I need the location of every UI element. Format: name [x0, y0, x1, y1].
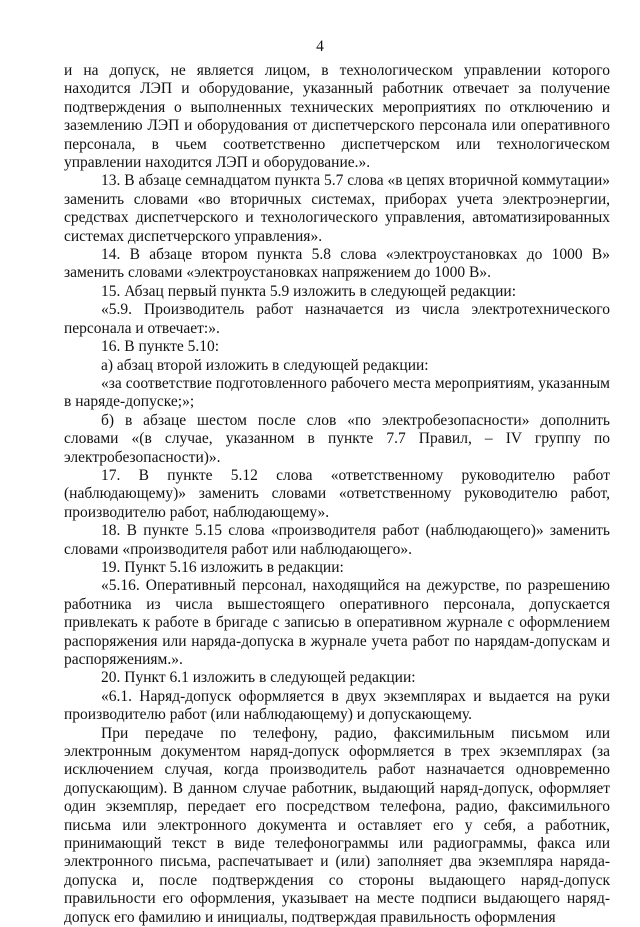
- paragraph: 17. В пункте 5.12 слова «ответственному руководителю работ (наблюдающему)» заменить словами «ответственному руководителю работ, производителю работ, наблюдающему».: [64, 466, 610, 521]
- paragraph: «5.9. Производитель работ назначается из числа электротехнического персонала и отвечает:».: [64, 301, 610, 337]
- paragraph: «5.16. Оперативный персонал, находящийся на дежурстве, по разрешению работника из числа вышестоящего оперативного персонала, допускается привлекать к работе в бригаде с записью в оперативном журнале с оформлением распоряжения или наряда-допуска в журнале учета работ по нарядам-допускам и распоряжениям.».: [64, 577, 610, 668]
- paragraph: «за соответствие подготовленного рабочего места мероприятиям, указанным в наряде-допуске;»;: [64, 374, 610, 411]
- paragraph: 18. В пункте 5.15 слова «производителя работ (наблюдающего)» заменить словами «производителя работ или наблюдающего».: [64, 522, 610, 558]
- paragraph: 19. Пункт 5.16 изложить в редакции:: [101, 558, 344, 576]
- paragraph: а) абзац второй изложить в следующей редакции:: [101, 356, 429, 374]
- paragraph: При передаче по телефону, радио, факсимильным письмом или электронным документом наряд-допуск оформляется в трех экземплярах (за исключением случая, когда производитель работ назначается одновременно допускающим). В данном случае работник, выдающий наряд-допуск, оформляет один экземпляр, передает его посредством телефона, радио, факсимильного письма или электронного документа и оставляет его у себя, а работник, принимающий текст в виде телефонограммы или радиограммы, факса или электронного письма, распечатывает и (или) заполняет два экземпляра наряда-допуска и, после подтверждения со стороны выдающего наряд-допуск правильности его оформления, указывает на месте подписи выдающего наряд-допуск его фамилию и инициалы, подтверждая правильность оформления: [64, 724, 610, 926]
- paragraph: б) в абзаце шестом после слов «по электробезопасности» дополнить словами «(в случае, указанном в пункте 7.7 Правил, – IV группу по электробезопасности)».: [64, 411, 610, 466]
- paragraph: 13. В абзаце семнадцатом пункта 5.7 слова «в цепях вторичной коммутации» заменить словами «во вторичных системах, приборах учета электроэнергии, средствах диспетчерского и технологического управления, автоматизированных системах диспетчерского управления».: [64, 172, 610, 245]
- paragraph: и на допуск, не является лицом, в технологическом управлении которого находится ЛЭП и оборудование, указанный работник отвечает за получение подтверждения о выполненных технических мероприятиях по отключению и заземлению ЛЭП и оборудования от диспетчерского персонала или оперативного персонала, в чьем соответственно диспетчерском или технологическом управлении находится ЛЭП и оборудование.».: [64, 62, 610, 172]
- paragraph: «6.1. Наряд-допуск оформляется в двух экземплярах и выдается на руки производителю работ (или наблюдающему) и допускающему.: [64, 687, 610, 724]
- paragraph: 16. В пункте 5.10:: [101, 338, 220, 356]
- page-number: 4: [316, 38, 324, 55]
- paragraph: 14. В абзаце втором пункта 5.8 слова «электроустановках до 1000 В» заменить словами «электроустановках напряжением до 1000 В».: [64, 246, 610, 282]
- paragraph: 20. Пункт 6.1 изложить в следующей редакции:: [101, 669, 416, 687]
- paragraph: 15. Абзац первый пункта 5.9 изложить в следующей редакции:: [101, 282, 517, 300]
- document-body: [64, 62, 610, 927]
